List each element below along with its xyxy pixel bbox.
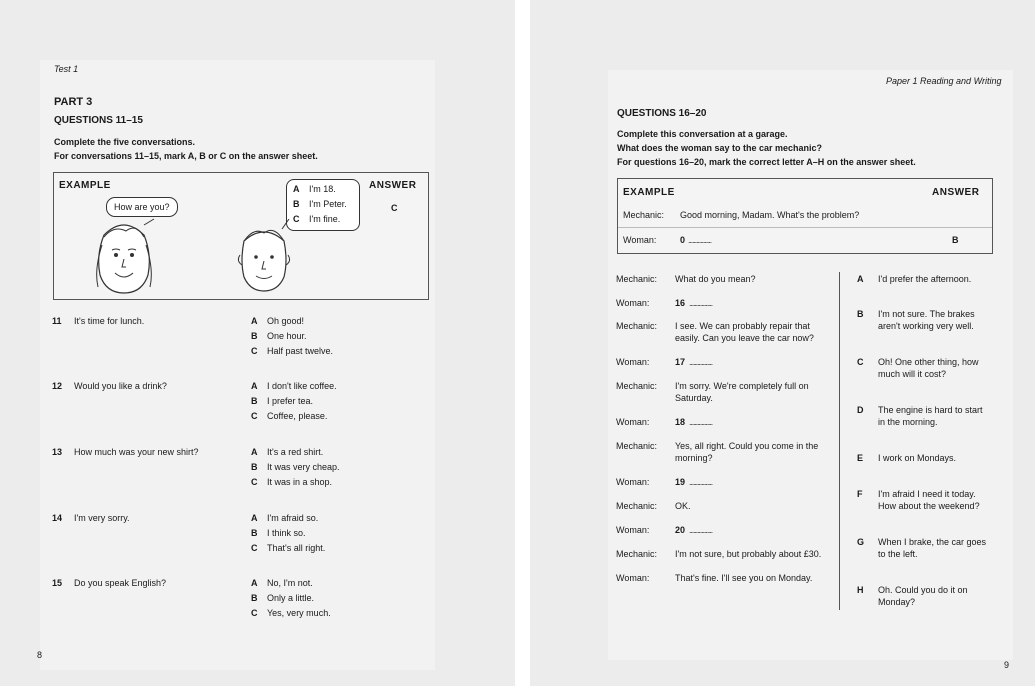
example-label-left: EXAMPLE xyxy=(59,180,111,191)
question-number: 15 xyxy=(52,578,63,588)
speaker-label: Woman: xyxy=(616,417,650,427)
example-divider xyxy=(618,227,992,228)
left-instruction-2: For conversations 11–15, mark A, B or C on the answer sheet. xyxy=(54,151,318,161)
dialogue-text: I see. We can probably repair that xyxy=(675,321,810,331)
dialogue-text-line2: easily. Can you leave the car now? xyxy=(675,333,814,343)
example-option-text-b: I'm Peter. xyxy=(309,199,347,209)
question-text: Do you speak English? xyxy=(74,578,167,588)
option-letter[interactable]: B xyxy=(857,309,864,319)
blank-number: 18 xyxy=(675,417,686,427)
speaker-label: Woman: xyxy=(616,357,650,367)
option-letter-b[interactable]: B xyxy=(251,331,258,341)
speaker-label: Woman: xyxy=(616,573,650,583)
option-letter[interactable]: G xyxy=(857,537,865,547)
option-text-a: No, I'm not. xyxy=(267,578,313,588)
answer-label-left: ANSWER xyxy=(369,180,417,191)
example-option-text-c: I'm fine. xyxy=(309,214,341,224)
option-text-a: I'm afraid so. xyxy=(267,513,319,523)
option-letter-b[interactable]: B xyxy=(251,528,258,538)
option-letter-c[interactable]: C xyxy=(251,411,258,421)
option-text-line2: aren't working very well. xyxy=(878,321,974,331)
example-woman-label: Woman: xyxy=(623,235,657,245)
dialogue-text: Yes, all right. Could you come in the xyxy=(675,441,819,451)
option-letter-b[interactable]: B xyxy=(251,593,258,603)
example-answer-right: B xyxy=(952,235,959,245)
option-text: I work on Mondays. xyxy=(878,453,957,463)
option-text-c: Yes, very much. xyxy=(267,608,331,618)
example-option-letter-b: B xyxy=(293,199,300,209)
blank-number: 20 xyxy=(675,525,686,535)
question-number: 14 xyxy=(52,513,63,523)
option-letter-a[interactable]: A xyxy=(251,316,258,326)
option-text-a: I don't like coffee. xyxy=(267,381,337,391)
option-text: Oh! One other thing, how xyxy=(878,357,979,367)
question-text: How much was your new shirt? xyxy=(74,447,199,457)
answer-blank[interactable]: ................. xyxy=(689,417,713,427)
option-letter-c[interactable]: C xyxy=(251,346,258,356)
option-letter[interactable]: F xyxy=(857,489,863,499)
option-text-b: I prefer tea. xyxy=(267,396,314,406)
example-mechanic-text: Good morning, Madam. What's the problem? xyxy=(680,210,860,220)
right-page xyxy=(530,0,1035,686)
questions-title-left: QUESTIONS 11–15 xyxy=(54,115,143,126)
answer-blank[interactable]: ................. xyxy=(689,357,713,367)
page-number-right: 9 xyxy=(1004,660,1010,670)
question-speech-bubble xyxy=(106,197,178,217)
example-answer-blank: ................. xyxy=(688,235,712,245)
question-text: I'm very sorry. xyxy=(74,513,130,523)
example-option-letter-c: C xyxy=(293,214,300,224)
question-text: It's time for lunch. xyxy=(74,316,145,326)
option-text-c: It was in a shop. xyxy=(267,477,333,487)
option-letter-a[interactable]: A xyxy=(251,513,258,523)
question-bubble-text: How are you? xyxy=(114,202,170,212)
option-text-line2: to the left. xyxy=(878,549,918,559)
dialogue-text: I'm not sure, but probably about £30. xyxy=(675,549,822,559)
right-instruction-1: Complete this conversation at a garage. xyxy=(617,129,788,139)
option-text-b: It was very cheap. xyxy=(267,462,340,472)
left-page xyxy=(0,0,515,686)
questions-title-right: QUESTIONS 16–20 xyxy=(617,108,707,119)
right-header: Paper 1 Reading and Writing xyxy=(886,76,1002,86)
option-letter[interactable]: H xyxy=(857,585,864,595)
part-title: PART 3 xyxy=(54,96,93,108)
option-letter[interactable]: E xyxy=(857,453,864,463)
option-text-b: One hour. xyxy=(267,331,307,341)
left-instruction-1: Complete the five conversations. xyxy=(54,137,196,147)
option-letter-c[interactable]: C xyxy=(251,608,258,618)
speaker-label: Mechanic: xyxy=(616,321,658,331)
option-text-b: I think so. xyxy=(267,528,306,538)
dialogue-text: That's fine. I'll see you on Monday. xyxy=(675,573,813,583)
option-text-c: That's all right. xyxy=(267,543,326,553)
option-letter[interactable]: C xyxy=(857,357,864,367)
question-text: Would you like a drink? xyxy=(74,381,167,391)
speaker-label: Mechanic: xyxy=(616,274,658,284)
dialogue-text: What do you mean? xyxy=(675,274,756,284)
option-text-line2: Monday? xyxy=(878,597,916,607)
option-text-line2: much will it cost? xyxy=(878,369,947,379)
option-letter[interactable]: D xyxy=(857,405,864,415)
speaker-label: Mechanic: xyxy=(616,441,658,451)
option-text-a: Oh good! xyxy=(267,316,305,326)
example-box-left xyxy=(53,172,429,300)
question-number: 12 xyxy=(52,381,63,391)
option-letter-c[interactable]: C xyxy=(251,543,258,553)
option-text: When I brake, the car goes xyxy=(878,537,987,547)
option-text: I'm not sure. The brakes xyxy=(878,309,975,319)
option-letter[interactable]: A xyxy=(857,274,864,284)
answer-blank[interactable]: ................. xyxy=(689,477,713,487)
example-option-letter-a: A xyxy=(293,184,300,194)
example-answer-left: C xyxy=(391,203,398,213)
option-text-a: It's a red shirt. xyxy=(267,447,324,457)
dialogue-text-line2: morning? xyxy=(675,453,713,463)
example-woman-num: 0 xyxy=(680,235,686,245)
option-text-c: Half past twelve. xyxy=(267,346,334,356)
dialogue-text: OK. xyxy=(675,501,691,511)
speaker-label: Woman: xyxy=(616,477,650,487)
option-letter-a[interactable]: A xyxy=(251,381,258,391)
answer-label-right: ANSWER xyxy=(932,187,980,198)
option-text-b: Only a little. xyxy=(267,593,315,603)
speaker-label: Mechanic: xyxy=(616,501,658,511)
speaker-label: Woman: xyxy=(616,298,650,308)
question-number: 13 xyxy=(52,447,63,457)
example-label-right: EXAMPLE xyxy=(623,187,675,198)
example-box-right xyxy=(617,178,993,254)
option-text: The engine is hard to start xyxy=(878,405,983,415)
option-letter-a[interactable]: A xyxy=(251,447,258,457)
right-instruction-2: What does the woman say to the car mechanic? xyxy=(617,143,823,153)
example-mechanic-label: Mechanic: xyxy=(623,210,665,220)
option-letter-b[interactable]: B xyxy=(251,396,258,406)
column-divider xyxy=(839,272,840,610)
answer-blank[interactable]: ................. xyxy=(689,525,713,535)
option-text: I'm afraid I need it today. xyxy=(878,489,976,499)
option-letter-c[interactable]: C xyxy=(251,477,258,487)
dialogue-text: I'm sorry. We're completely full on xyxy=(675,381,809,391)
option-text-line2: in the morning. xyxy=(878,417,938,427)
speaker-label: Mechanic: xyxy=(616,381,658,391)
example-option-text-a: I'm 18. xyxy=(309,184,336,194)
woman-face-illustration xyxy=(84,215,164,295)
option-letter-b[interactable]: B xyxy=(251,462,258,472)
question-number: 11 xyxy=(52,316,62,326)
right-instruction-3: For questions 16–20, mark the correct letter A–H on the answer sheet. xyxy=(617,157,916,167)
dialogue-text-line2: Saturday. xyxy=(675,393,713,403)
blank-number: 16 xyxy=(675,298,686,308)
man-face-illustration xyxy=(234,219,294,295)
option-text: I'd prefer the afternoon. xyxy=(878,274,972,284)
speaker-label: Mechanic: xyxy=(616,549,658,559)
answer-blank[interactable]: ................. xyxy=(689,298,713,308)
speaker-label: Woman: xyxy=(616,525,650,535)
left-header: Test 1 xyxy=(54,64,79,74)
option-text: Oh. Could you do it on xyxy=(878,585,968,595)
options-speech-bubble xyxy=(286,179,360,231)
option-letter-a[interactable]: A xyxy=(251,578,258,588)
option-text-line2: How about the weekend? xyxy=(878,501,980,511)
option-text-c: Coffee, please. xyxy=(267,411,328,421)
blank-number: 19 xyxy=(675,477,686,487)
blank-number: 17 xyxy=(675,357,686,367)
page-number-left: 8 xyxy=(37,650,43,660)
